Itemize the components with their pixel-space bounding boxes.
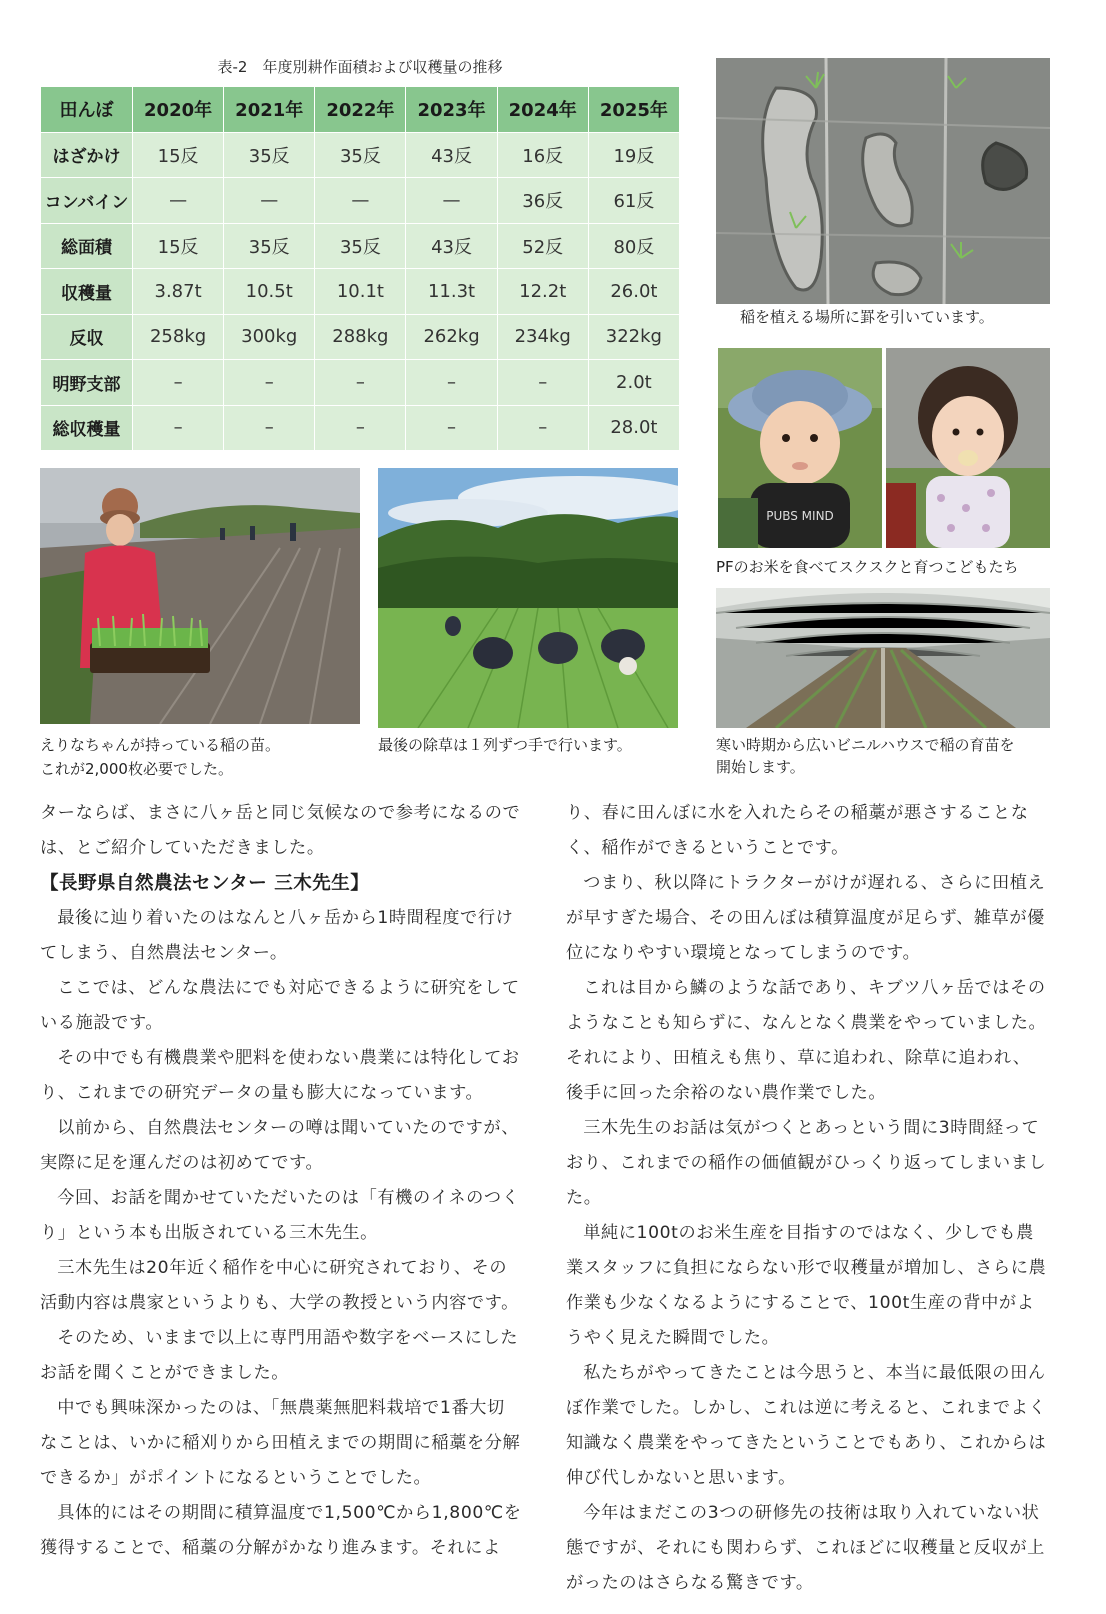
row-label: 反収 xyxy=(41,314,133,360)
row-label: コンバイン xyxy=(41,178,133,224)
header-cell-2022: 2022年 xyxy=(315,87,406,133)
table-cell: 35反 xyxy=(224,223,315,269)
weeding-photo xyxy=(378,468,678,728)
table-cell: – xyxy=(133,360,224,406)
table-cell: 43反 xyxy=(406,223,497,269)
table-cell: 11.3t xyxy=(406,269,497,315)
table-cell: – xyxy=(315,405,406,451)
row-label: 収穫量 xyxy=(41,269,133,315)
intro-continuation: ターならば、まさに八ヶ岳と同じ気候なので参考になるのでは、とご紹介していただきました。 xyxy=(40,803,521,858)
table-cell: 262kg xyxy=(406,314,497,360)
table-row xyxy=(41,405,680,451)
header-cell-2021: 2021年 xyxy=(224,87,315,133)
table-cell: — xyxy=(406,178,497,224)
table-cell: 15反 xyxy=(133,223,224,269)
caption-greenhouse-line2: 開始します。 xyxy=(716,758,805,776)
table-cell: — xyxy=(224,178,315,224)
caption-field-lines: 稲を植える場所に罫を引いています。 xyxy=(740,308,994,326)
table-cell: – xyxy=(315,360,406,406)
header-cell-2023: 2023年 xyxy=(406,87,497,133)
table-cell: 16反 xyxy=(497,132,588,178)
caption-weeding: 最後の除草は１列ずつ手で行います。 xyxy=(378,736,632,754)
table-cell: 12.2t xyxy=(497,269,588,315)
table-title: 表-2 年度別耕作面積および収穫量の推移 xyxy=(217,58,503,76)
row-label: 総収穫量 xyxy=(41,405,133,451)
table-cell: 61反 xyxy=(588,178,679,224)
table-row xyxy=(41,314,680,360)
table-row xyxy=(41,269,680,315)
table-cell: – xyxy=(497,405,588,451)
caption-greenhouse-line1: 寒い時期から広いビニルハウスで稲の育苗を xyxy=(716,736,1015,754)
yield-table xyxy=(40,86,680,451)
table-cell: 3.87t xyxy=(133,269,224,315)
paragraph: その中でも有機農業や肥料を使わない農業には特化しており、これまでの研究データの量も膨大になっています。 xyxy=(40,1048,520,1103)
table-cell: 10.1t xyxy=(315,269,406,315)
table-row xyxy=(41,132,680,178)
paragraph: 中でも興味深かったのは、「無農薬無肥料栽培で1番大切なことは、いかに稲刈りから田植えまでの期間に稲藁を分解できるか」がポイントになるということでした。 xyxy=(40,1398,521,1488)
table-cell: – xyxy=(497,360,588,406)
table-row xyxy=(41,178,680,224)
table-cell: 35反 xyxy=(315,132,406,178)
table-cell: 43反 xyxy=(406,132,497,178)
paragraph: そのため、いままで以上に専門用語や数字をベースにしたお話を聞くことができました。 xyxy=(40,1328,519,1383)
muddy-field-photo xyxy=(716,58,1050,304)
table-cell: 35反 xyxy=(224,132,315,178)
child-hat-photo xyxy=(718,348,882,548)
left-text-column xyxy=(40,796,522,1566)
continuation: り、春に田んぼに水を入れたらその稲藁が悪さすることなく、稲作ができるということです。 xyxy=(566,803,1029,858)
header-cell-2025: 2025年 xyxy=(588,87,679,133)
row-label: はざかけ xyxy=(41,132,133,178)
table-cell: 19反 xyxy=(588,132,679,178)
paragraph: 三木先生は20年近く稲作を中心に研究されており、その活動内容は農家というよりも、大学の教授という内容です。 xyxy=(40,1258,519,1313)
table-cell: – xyxy=(224,405,315,451)
paragraph: 私たちがやってきたことは今思うと、本当に最低限の田んぼ作業でした。しかし、これは逆に考えると、これまでよく知識なく農業をやってきたということでもあり、これからは伸び代しかないと思います。 xyxy=(566,1363,1047,1488)
seedling-tray-photo xyxy=(40,468,360,724)
table-cell: 15反 xyxy=(133,132,224,178)
table-cell: – xyxy=(133,405,224,451)
table-cell: — xyxy=(315,178,406,224)
table-cell: 234kg xyxy=(497,314,588,360)
table-cell: – xyxy=(406,405,497,451)
table-header-row xyxy=(41,87,680,133)
table-cell: 35反 xyxy=(315,223,406,269)
paragraph: 三木先生のお話は気がつくとあっという間に3時間経っており、これまでの稲作の価値観がひっくり返ってしまいました。 xyxy=(566,1118,1047,1208)
paragraph: これは目から鱗のような話であり、キブツ八ヶ岳ではそのようなことも知らずに、なんとなく農業をやっていました。それにより、田植えも焦り、草に追われ、除草に追われ、後手に回った余裕のない農作業でした。 xyxy=(566,978,1047,1103)
paragraph: 今回、お話を聞かせていただいたのは「有機のイネのつくり」という本も出版されている三木先生。 xyxy=(40,1188,520,1243)
table-row xyxy=(41,223,680,269)
header-cell-2020: 2020年 xyxy=(133,87,224,133)
table-cell: 36反 xyxy=(497,178,588,224)
paragraph: つまり、秋以降にトラクターがけが遅れる、さらに田植えが早すぎた場合、その田んぼは積算温度が足らず、雑草が優位になりやすい環境となってしまうのです。 xyxy=(566,873,1046,963)
table-cell: 2.0t xyxy=(588,360,679,406)
table-cell: 26.0t xyxy=(588,269,679,315)
table-cell: 258kg xyxy=(133,314,224,360)
header-cell-2024: 2024年 xyxy=(497,87,588,133)
paragraph: 単純に100tのお米生産を目指すのではなく、少しでも農業スタッフに負担にならない形で収穫量が増加し、さらに農作業も少なくなるようにすることで、100t生産の背中がようやく見えた瞬間でした。 xyxy=(566,1223,1047,1348)
header-cell-field: 田んぼ xyxy=(41,87,133,133)
paragraph: 以前から、自然農法センターの噂は聞いていたのですが、実際に足を運んだのは初めてです。 xyxy=(40,1118,519,1173)
paragraph: 最後に辿り着いたのはなんと八ヶ岳から1時間程度で行けてしまう、自然農法センター。 xyxy=(40,908,514,963)
table-cell: – xyxy=(224,360,315,406)
table-cell: 28.0t xyxy=(588,405,679,451)
caption-seedling-line2: これが2,000枚必要でした。 xyxy=(40,760,233,778)
section-heading: 【長野県自然農法センター 三木先生】 xyxy=(40,873,370,894)
table-cell: 10.5t xyxy=(224,269,315,315)
paragraph: 今年はまだこの3つの研修先の技術は取り入れていない状態ですが、それにも関わらず、これほどに収穫量と反収が上がったのはさらなる驚きです。 xyxy=(566,1503,1045,1593)
row-label: 明野支部 xyxy=(41,360,133,406)
greenhouse-photo xyxy=(716,588,1050,728)
table-cell: – xyxy=(406,360,497,406)
girl-eating-photo xyxy=(886,348,1050,548)
table-cell: 80反 xyxy=(588,223,679,269)
paragraph: ここでは、どんな農法にでも対応できるように研究をしている施設です。 xyxy=(40,978,520,1033)
table-cell: 322kg xyxy=(588,314,679,360)
paragraph: 具体的にはその期間に積算温度で1,500℃から1,800℃を獲得することで、稲藁の分解がかなり進みます。それによ xyxy=(40,1503,522,1558)
table-cell: — xyxy=(133,178,224,224)
caption-children: PFのお米を食べてスクスクと育つこどもたち xyxy=(716,558,1019,576)
table-cell: 52反 xyxy=(497,223,588,269)
caption-seedling-line1: えりなちゃんが持っている稲の苗。 xyxy=(40,736,281,754)
right-text-column xyxy=(566,796,1048,1601)
table-cell: 300kg xyxy=(224,314,315,360)
svg-text:PUBS MIND: PUBS MIND xyxy=(766,509,834,523)
row-label: 総面積 xyxy=(41,223,133,269)
table-row xyxy=(41,360,680,406)
table-cell: 288kg xyxy=(315,314,406,360)
